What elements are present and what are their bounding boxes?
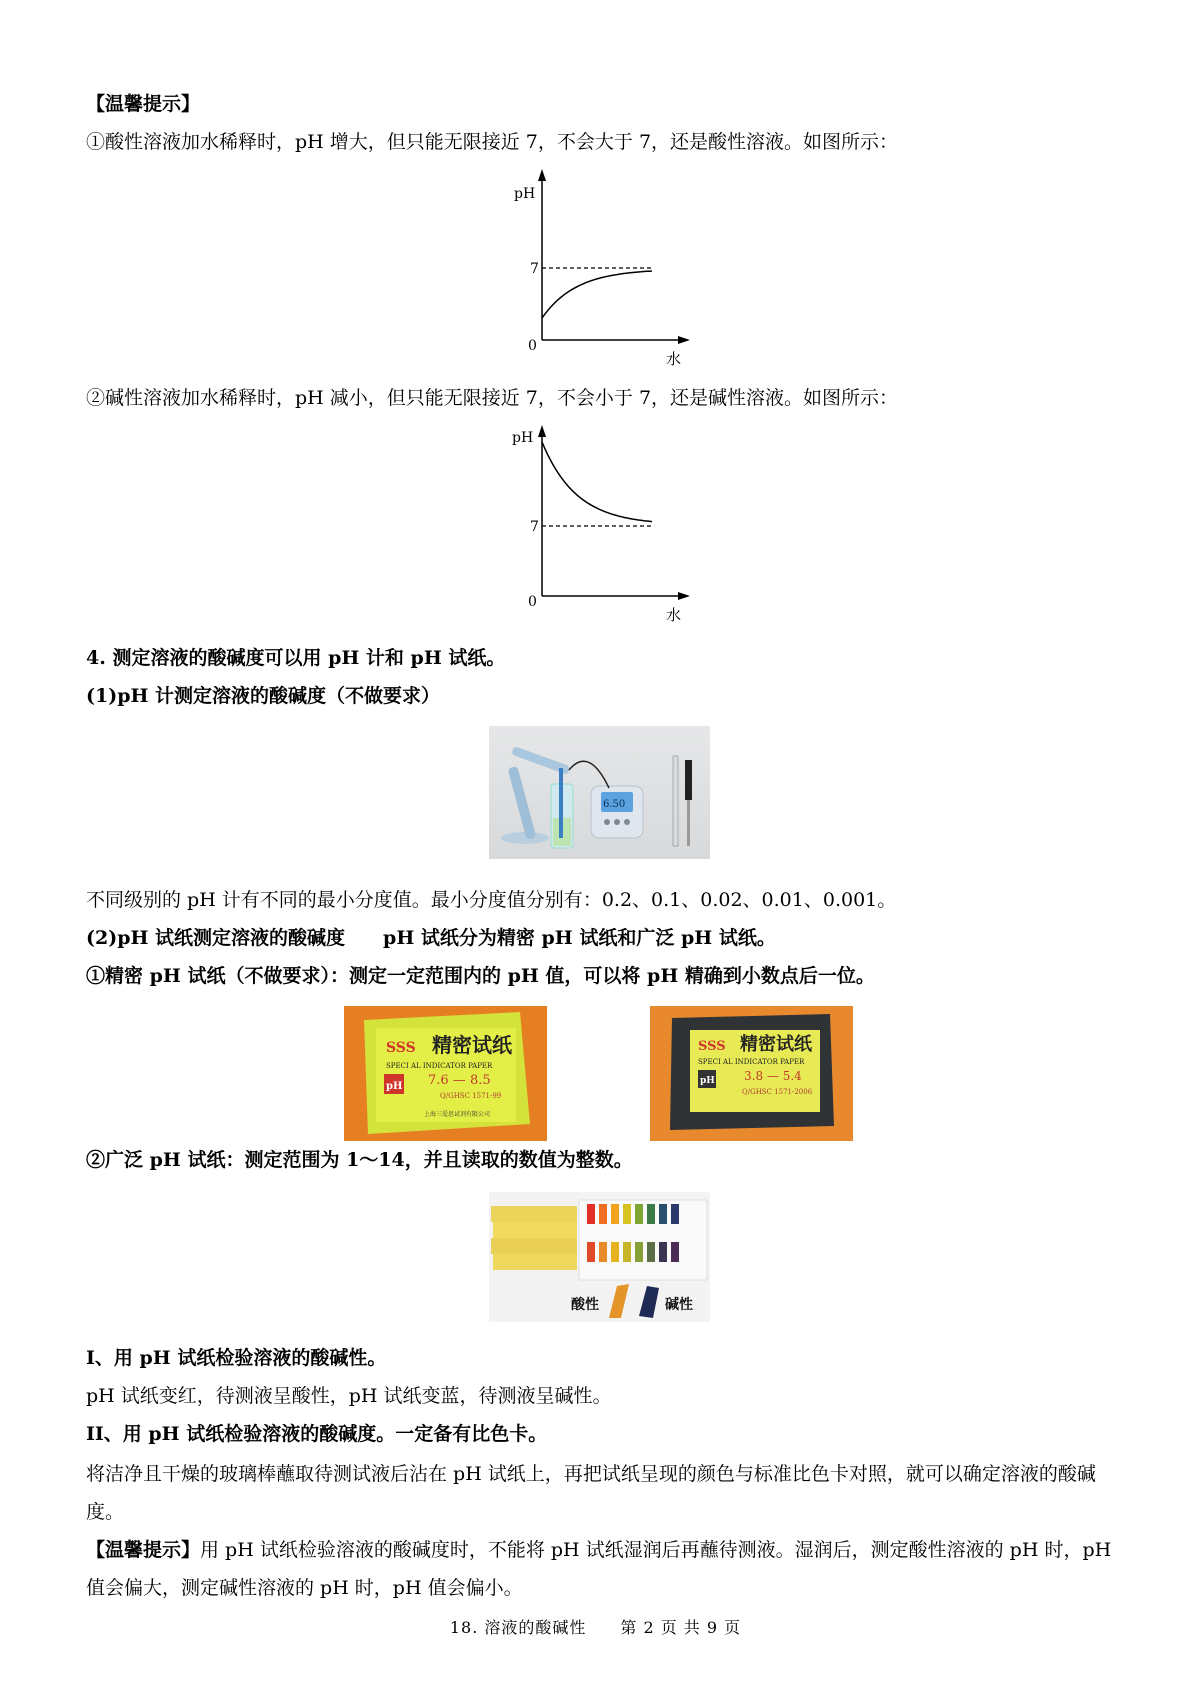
test-ph-title: II、用 pH 试纸检验溶液的酸碱度。一定备有比色卡。	[86, 1423, 548, 1445]
y-axis-arrow	[538, 169, 546, 181]
x-axis-arrow	[678, 336, 690, 344]
tip-item-base: ②碱性溶液加水稀释时，pH 减小，但只能无限接近 7，不会小于 7，还是碱性溶液。如图所示：	[86, 387, 899, 409]
broad-paper-photo	[489, 1192, 710, 1322]
paper-brand: SSS	[698, 1039, 726, 1054]
paper-title: 精密试纸	[740, 1034, 812, 1055]
paper-subtitle: SPECI AL INDICATOR PAPER	[698, 1058, 805, 1066]
test-acidity-title: I、用 pH 试纸检验溶液的酸碱性。	[86, 1347, 387, 1369]
section-title: 4. 测定溶液的酸碱度可以用 pH 计和 pH 试纸。	[86, 647, 506, 669]
y-tick-0: 0	[528, 594, 537, 610]
x-axis-label: 水	[666, 350, 682, 368]
paper-subtitle: SPECI AL INDICATOR PAPER	[386, 1062, 493, 1070]
y-axis-label: pH	[512, 430, 534, 446]
paper-standard: Q/GHSC 1571-99	[440, 1092, 502, 1100]
ph-curve	[542, 442, 652, 522]
y-axis-arrow	[538, 425, 546, 437]
base-label: 碱性	[665, 1297, 693, 1313]
y-tick-7: 7	[530, 261, 539, 277]
ph-meter-photo	[489, 726, 710, 859]
tip2-text: 用 pH 试纸检验溶液的酸碱度时，不能将 pH 试纸湿润后再蘸待测液。湿润后，测定酸性溶液的 pH 时，pH 值会偏大，测定碱性溶液的 pH 时，pH 值会偏小。	[86, 1539, 1112, 1599]
test-acidity-text: pH 试纸变红，待测液呈酸性，pH 试纸变蓝，待测液呈碱性。	[86, 1385, 612, 1407]
acid-dilution-chart	[500, 168, 700, 368]
precise-paper-desc: ①精密 pH 试纸（不做要求）：测定一定范围内的 pH 值，可以将 pH 精确到小数点后一位。	[86, 965, 875, 987]
base-dilution-chart	[500, 424, 700, 624]
paper-standard: Q/GHSC 1571-2006	[742, 1088, 813, 1096]
y-tick-7: 7	[530, 519, 539, 535]
y-tick-0: 0	[528, 338, 537, 354]
tip2-paragraph	[86, 1531, 1116, 1607]
test-ph-text: 将洁净且干燥的玻璃棒蘸取待测试液后沾在 pH 试纸上，再把试纸呈现的颜色与标准比色卡对照，就可以确定溶液的酸碱度。	[86, 1463, 1096, 1523]
paper-badge: pH	[386, 1081, 403, 1092]
paper-brand: SSS	[386, 1040, 416, 1056]
page-footer: 18. 溶液的酸碱性 第 2 页 共 9 页	[449, 1618, 742, 1637]
x-axis-label: 水	[666, 606, 682, 624]
meter-display: 6.50	[603, 799, 626, 810]
ph-meter-illustration	[489, 726, 710, 859]
subsection-ph-paper: (2)pH 试纸测定溶液的酸碱度 pH 试纸分为精密 pH 试纸和广泛 pH 试纸。	[86, 927, 776, 949]
x-axis-arrow	[678, 592, 690, 600]
acid-label: 酸性	[571, 1297, 599, 1313]
paper-badge: pH	[700, 1076, 715, 1086]
paper-maker: 上海三爱思试剂有限公司	[424, 1111, 491, 1118]
ph-meter-note: 不同级别的 pH 计有不同的最小分度值。最小分度值分别有：0.2、0.1、0.02、0.01、0.001。	[86, 889, 897, 911]
paper-title: 精密试纸	[432, 1033, 512, 1057]
broad-paper-desc: ②广泛 pH 试纸：测定范围为 1～14，并且读取的数值为整数。	[86, 1149, 633, 1171]
precise-paper-photo-2	[650, 1006, 853, 1141]
tip-item-acid: ①酸性溶液加水稀释时，pH 增大，但只能无限接近 7，不会大于 7，还是酸性溶液。如图所示：	[86, 131, 899, 153]
tip-heading: 【温馨提示】	[86, 93, 201, 115]
paper-range: 7.6 — 8.5	[428, 1073, 491, 1088]
ph-curve	[542, 271, 652, 318]
tip2-heading: 【温馨提示】	[86, 1539, 201, 1561]
y-axis-label: pH	[514, 186, 536, 202]
paper-range: 3.8 — 5.4	[744, 1069, 802, 1083]
subsection-ph-meter: (1)pH 计测定溶液的酸碱度（不做要求）	[86, 685, 441, 707]
precise-paper-photo-1	[344, 1006, 547, 1141]
